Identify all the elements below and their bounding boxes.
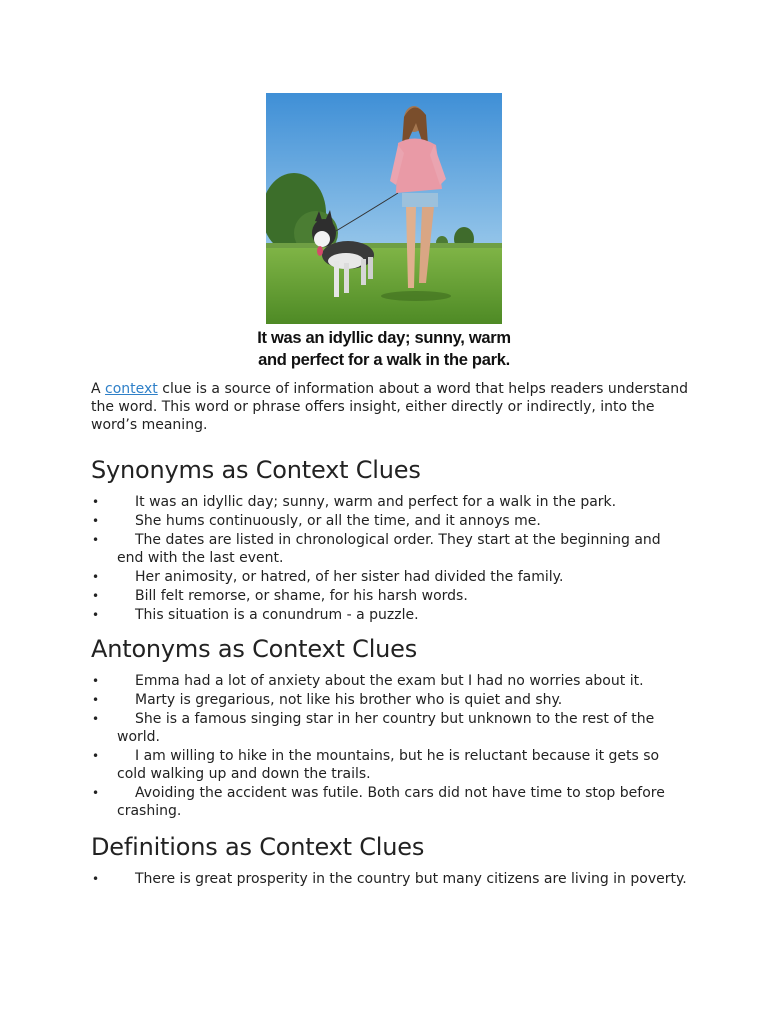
photo-caption [240,327,528,371]
list-item: • This situation is a conundrum - a puzzle. [92,607,419,623]
article-content [91,380,691,889]
bullet-icon: • [92,674,100,688]
section-heading-synonyms: Synonyms as Context Clues [91,456,421,484]
list-item: • The dates are listed in chronological order. They start at the beginning and end with the last event. [92,532,661,566]
bullet-icon: • [92,570,100,584]
section-heading-antonyms: Antonyms as Context Clues [91,635,418,663]
list-item: • She is a famous singing star in her country but unknown to the rest of the world. [92,711,655,745]
bullet-icon: • [92,495,100,509]
list-item: • Emma had a lot of anxiety about the exam but I had no worries about it. [92,673,644,689]
bullet-icon: • [92,533,100,547]
list-item: • Bill felt remorse, or shame, for his harsh words. [92,588,468,604]
bullet-icon: • [92,749,100,763]
definitions-list [91,870,691,888]
antonyms-list [91,672,691,820]
bullet-icon: • [92,693,100,707]
section-heading-definitions: Definitions as Context Clues [91,833,425,861]
list-item: • Avoiding the accident was futile. Both cars did not have time to stop before crashing. [92,785,665,819]
intro-suffix: clue is a source of information about a word that helps readers understand the word. This word or phrase offers insight, either directly or indirectly, into the word’s meaning. [91,381,688,433]
list-item: • Marty is gregarious, not like his brother who is quiet and shy. [92,692,563,708]
context-link[interactable]: context [105,381,158,397]
list-item: • She hums continuously, or all the time, and it annoys me. [92,513,541,529]
intro-prefix: A [91,381,106,397]
bullet-icon: • [92,712,100,726]
bullet-icon: • [92,872,100,886]
park-walk-photo [266,93,502,324]
list-item: • It was an idyllic day; sunny, warm and perfect for a walk in the park. [92,494,617,510]
bullet-icon: • [92,786,100,800]
list-item: • I am willing to hike in the mountains, but he is reluctant because it gets so cold walking up and down the trails. [92,748,660,782]
list-item: • There is great prosperity in the country but many citizens are living in poverty. [92,871,687,887]
caption-line-2: and perfect for a walk in the park. [258,351,510,369]
bullet-icon: • [92,608,100,622]
list-item: • Her animosity, or hatred, of her sister had divided the family. [92,569,564,585]
synonyms-list [91,493,691,624]
intro-paragraph [91,380,691,434]
caption-line-1: It was an idyllic day; sunny, warm [257,329,511,347]
bullet-icon: • [92,514,100,528]
bullet-icon: • [92,589,100,603]
